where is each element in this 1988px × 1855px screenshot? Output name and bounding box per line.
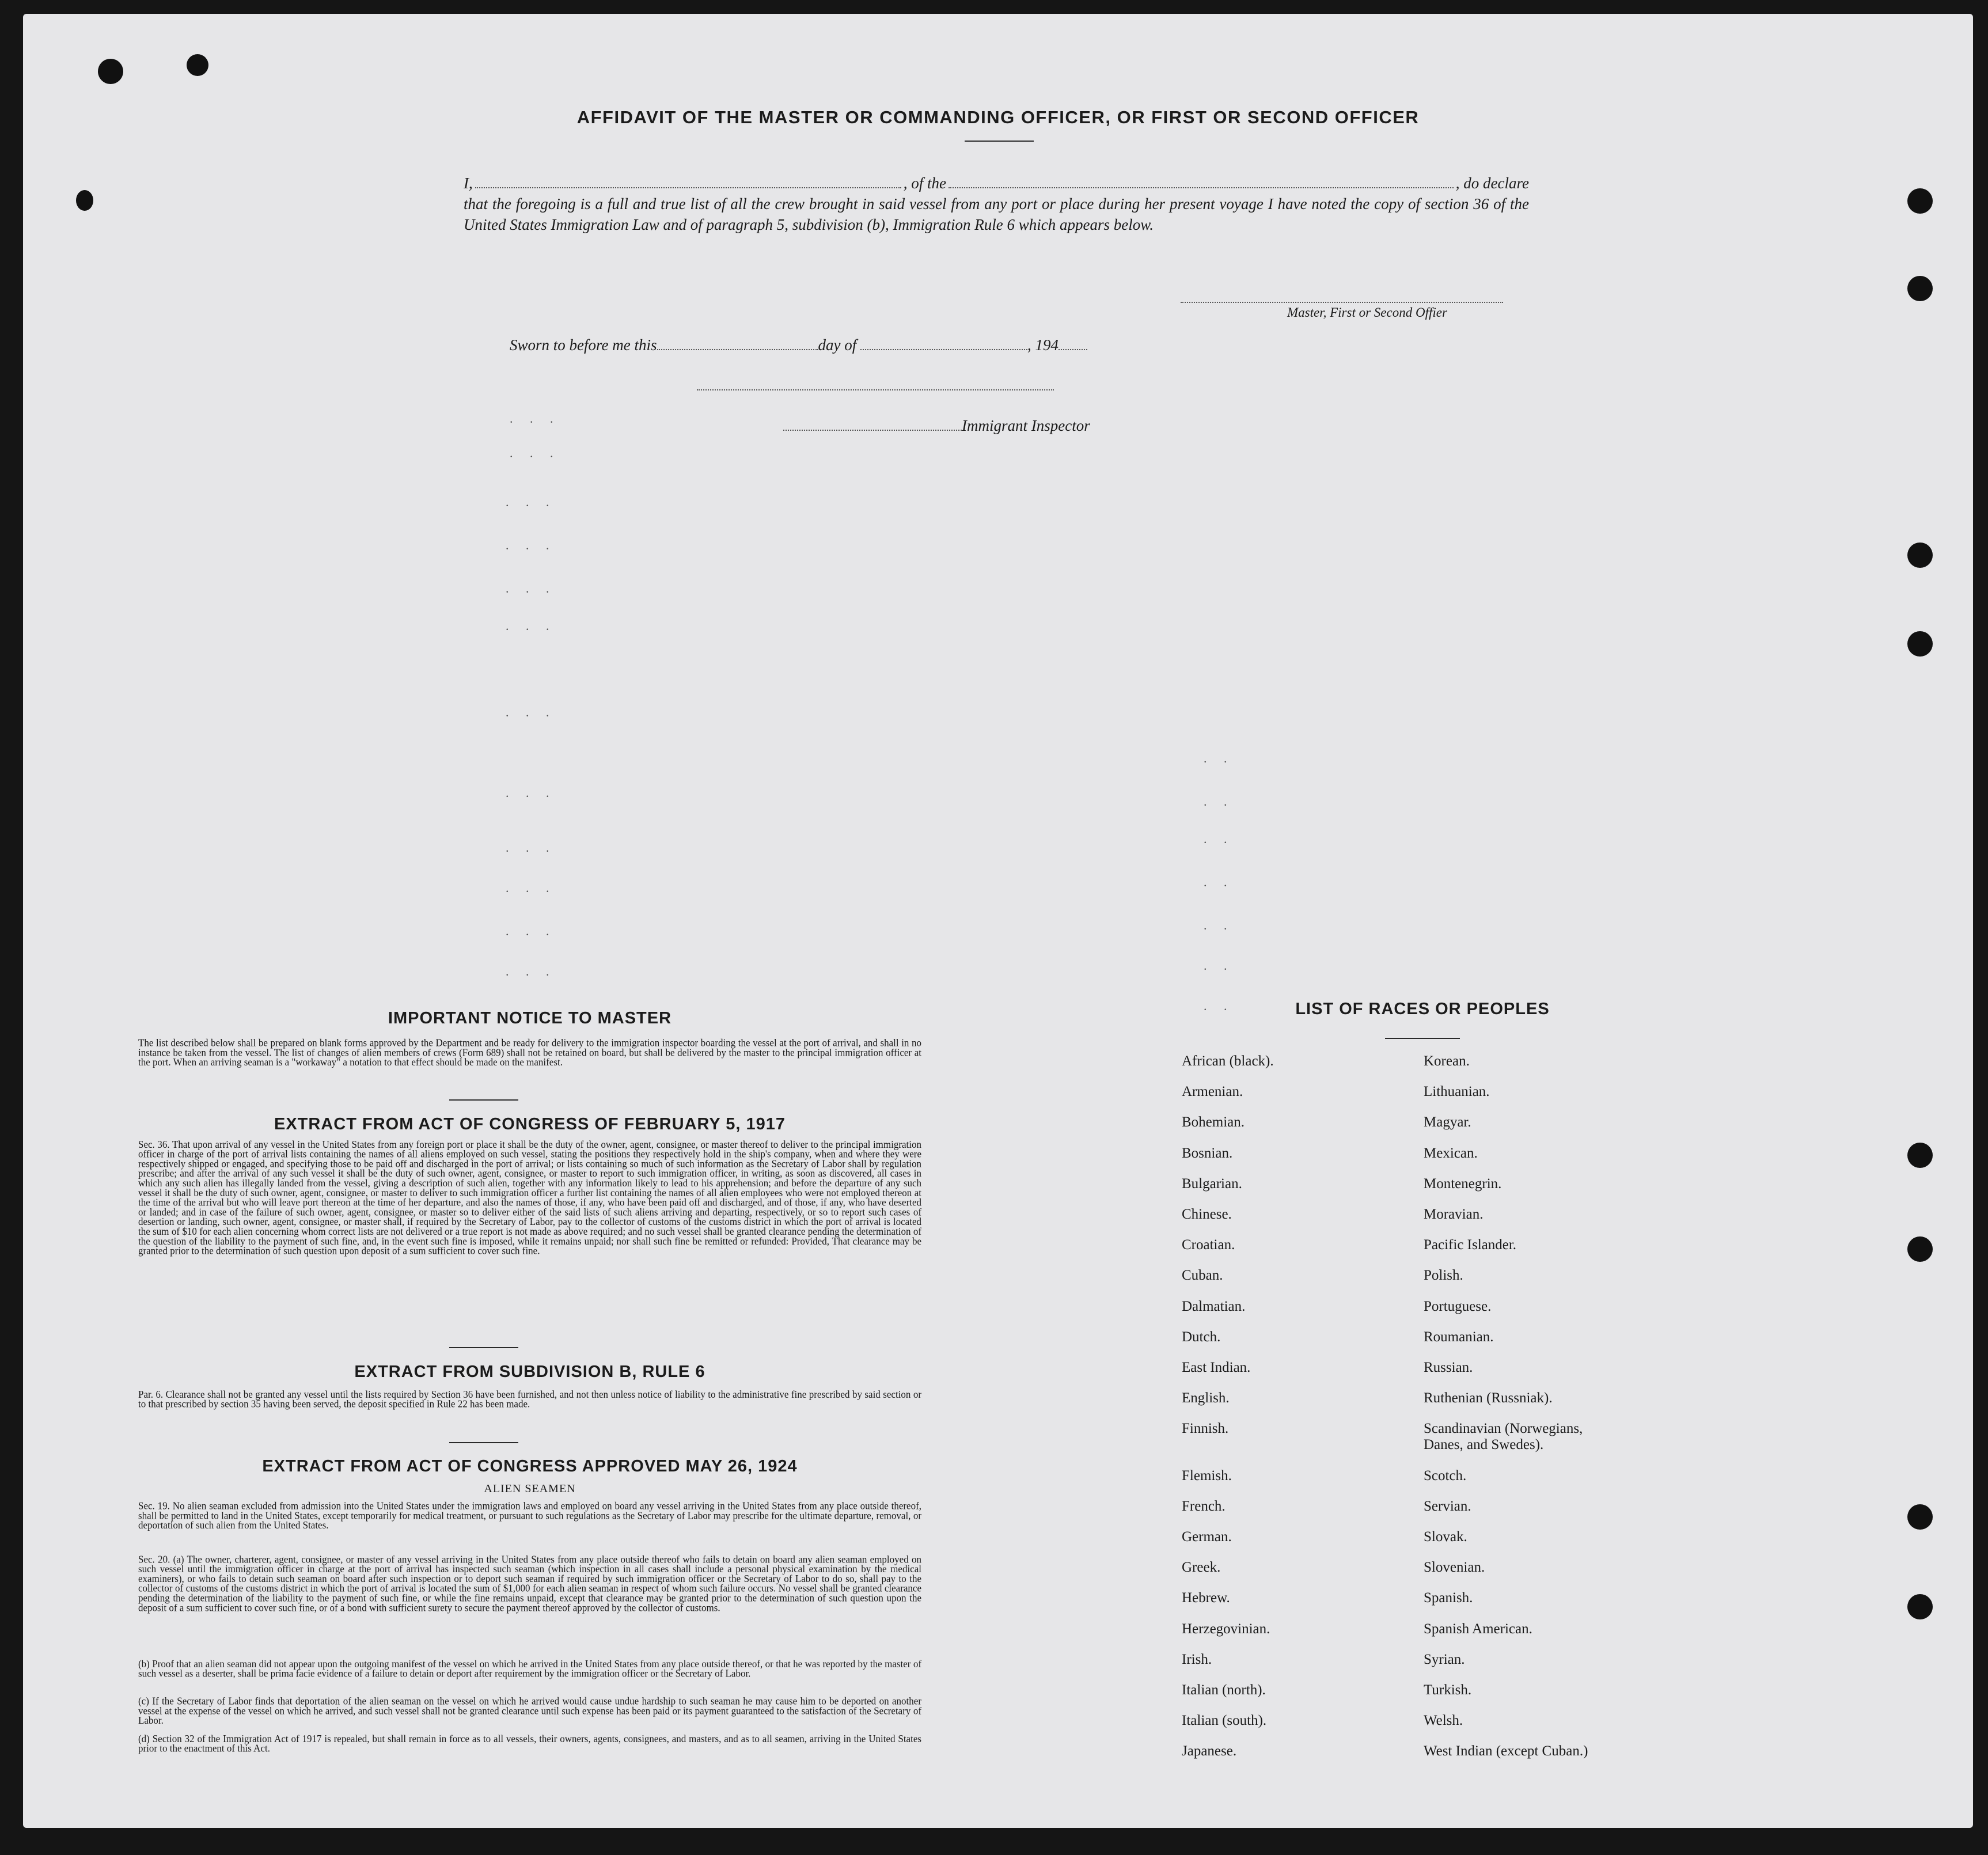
punch-hole <box>1907 188 1933 214</box>
document-page <box>23 14 1973 1828</box>
scan-mark: . . . <box>506 964 556 978</box>
race-item: Cuban. <box>1182 1268 1223 1284</box>
scan-mark: . . . <box>506 924 556 938</box>
race-item: Syrian. <box>1424 1651 1465 1667</box>
scan-mark: . . . <box>506 786 556 800</box>
races-heading: LIST OF RACES OR PEOPLES <box>1295 1000 1550 1018</box>
punch-hole <box>76 190 93 211</box>
scan-mark: . . . <box>510 446 560 460</box>
punch-hole <box>1907 276 1933 301</box>
race-item: Roumanian. <box>1424 1329 1494 1345</box>
inspector-label: Immigrant Inspector <box>962 417 1090 434</box>
race-item: Greek. <box>1182 1560 1221 1576</box>
race-item: English. <box>1182 1390 1230 1406</box>
race-item: Servian. <box>1424 1498 1471 1514</box>
declaration-of-the: , of the <box>903 175 946 192</box>
race-item: African (black). <box>1182 1053 1274 1069</box>
race-item: Magyar. <box>1424 1114 1471 1131</box>
race-item: Pacific Islander. <box>1424 1237 1517 1253</box>
race-item: Italian (north). <box>1182 1682 1266 1698</box>
punch-hole <box>1907 543 1933 568</box>
race-item: Turkish. <box>1424 1682 1472 1698</box>
sworn-line <box>510 336 1087 354</box>
scan-mark: . . . <box>506 705 556 719</box>
inspector-line <box>783 417 1090 435</box>
scan-mark: . . . <box>506 881 556 895</box>
sworn-prefix: Sworn to before me this <box>510 336 657 354</box>
alien-seamen-subheading: ALIEN SEAMEN <box>484 1482 576 1495</box>
extract-1924-sec19: Sec. 19. No alien seaman excluded from admission into the United States under the immigration laws and employed on board any vessel arriving in the United States from any place outside thereof, shall be permitted to land in the United States, except temporarily for medical treatment, or pursuant to such regulations as the Secretary of Labor may prescribe for the ultimate departure, removal, or deportation of such alien from the United States. <box>138 1500 921 1531</box>
race-item: Armenian. <box>1182 1084 1243 1100</box>
scan-mark: . . <box>1204 875 1234 889</box>
race-item: East Indian. <box>1182 1360 1251 1375</box>
punch-hole <box>1907 631 1933 657</box>
scan-mark: . . <box>1204 958 1234 973</box>
race-item: Flemish. <box>1182 1467 1232 1484</box>
races-rule <box>1385 1038 1460 1039</box>
rule6-heading: EXTRACT FROM SUBDIVISION B, RULE 6 <box>354 1363 705 1381</box>
extract-1924-heading: EXTRACT FROM ACT OF CONGRESS APPROVED MAY 26, 1924 <box>262 1457 798 1475</box>
race-item: Dalmatian. <box>1182 1298 1246 1314</box>
race-item: German. <box>1182 1529 1232 1545</box>
race-item: Dutch. <box>1182 1329 1221 1345</box>
race-item: Scotch. <box>1424 1467 1467 1484</box>
race-item: Bulgarian. <box>1182 1175 1242 1192</box>
race-item: Slovenian. <box>1424 1560 1485 1576</box>
race-item: Croatian. <box>1182 1237 1235 1253</box>
race-item: Portuguese. <box>1424 1298 1492 1314</box>
race-item: Ruthenian (Russniak). <box>1424 1390 1553 1406</box>
scan-mark: . . . <box>506 581 556 595</box>
punch-hole <box>1907 1143 1933 1168</box>
declaration-first-line <box>464 173 1529 194</box>
punch-hole <box>98 59 123 84</box>
vessel-field[interactable] <box>949 187 1454 188</box>
sworn-year: , 194 <box>1027 336 1059 354</box>
title-rule <box>965 141 1034 142</box>
sworn-date-field[interactable] <box>657 349 818 350</box>
sworn-month-field[interactable] <box>860 349 1027 350</box>
race-item: Bosnian. <box>1182 1145 1233 1161</box>
race-item: French. <box>1182 1498 1226 1514</box>
race-item: Korean. <box>1424 1053 1470 1069</box>
race-item: Russian. <box>1424 1360 1473 1375</box>
signature-line[interactable] <box>1181 302 1503 303</box>
sworn-day-of: day of <box>818 336 857 354</box>
scan-mark: . . . <box>510 411 560 426</box>
extract-1924-sec20c: (c) If the Secretary of Labor finds that deportation of the alien seaman on the vessel on which he arrived would cause undue hardship to such seaman he may cause him to be deported on another vessel at the expense of the vessel on which he arrived, and such vessel shall not be granted clearance until such expense has been paid or its payment guaranteed to the satisfaction of the Secretary of Labor. <box>138 1695 921 1727</box>
signature-label: Master, First or Second Offier <box>1287 305 1447 320</box>
race-item: Scandinavian (Norwegians, Danes, and Swedes). <box>1424 1421 1583 1453</box>
declaration-i: I, <box>464 175 473 192</box>
race-item: Herzegovinian. <box>1182 1621 1270 1637</box>
scan-mark: . . <box>1204 832 1234 846</box>
race-item: Finnish. <box>1182 1421 1229 1437</box>
scan-mark: . . . <box>506 840 556 855</box>
race-item: Bohemian. <box>1182 1114 1245 1131</box>
race-item: Japanese. <box>1182 1743 1237 1759</box>
race-item: Polish. <box>1424 1268 1463 1284</box>
section-rule <box>449 1442 518 1443</box>
race-item: Slovak. <box>1424 1529 1467 1545</box>
race-item: Hebrew. <box>1182 1590 1230 1606</box>
race-item: Chinese. <box>1182 1207 1232 1222</box>
scan-mark: . . <box>1204 918 1234 932</box>
extract-1924-sec20d: (d) Section 32 of the Immigration Act of 1917 is repealed, but shall remain in force as to all vessels, their owners, agents, consignees, and masters, and as to all seamen, arriving in the United States prior to the enactment of this Act. <box>138 1733 921 1754</box>
scan-mark: . . <box>1204 999 1234 1013</box>
race-item: Spanish. <box>1424 1590 1473 1606</box>
sworn-year-field[interactable] <box>1059 349 1087 350</box>
affidavit-title: AFFIDAVIT OF THE MASTER OR COMMANDING OFFICER, OR FIRST OR SECOND OFFICER <box>576 107 1420 127</box>
notice-heading: IMPORTANT NOTICE TO MASTER <box>388 1009 672 1027</box>
extract-1924-sec20a: Sec. 20. (a) The owner, charterer, agent, consignee, or master of any vessel arriving in the United States from any place outside thereof who fails to detain on board any alien seaman employed on such vessel until the immigration officer in charge at the port of arrival has inspected such seaman (which inspection in all cases shall include a personal physical examination by the medical examiners), or who fails to detain such seaman on board after such inspection or to deport such seaman if required by such immigration officer or the Secretary of Labor to do so, shall pay to the collector of customs of the customs district in which the port of arrival is located the sum of $1,000 for each alien seaman in respect of whom such failure occurs. No vessel shall be granted clearance pending the determination of the liability to the payment of such fine, or while the fine remains unpaid, except that clearance may be granted prior to the determination of such question upon the deposit of a sum sufficient to cover such fine, or of a bond with sufficient surety to secure the payment thereof approved by the collector of customs. <box>138 1553 921 1614</box>
inspector-top-line[interactable] <box>697 389 1054 390</box>
declaration-body: that the foregoing is a full and true list of all the crew brought in said vessel from any port or place during her present voyage I have noted the copy of section 36 of the United States Immigration Law and of paragraph 5, subdivision (b), Immigration Rule 6 which appears below. <box>464 195 1529 233</box>
extract-1917-text: Sec. 36. That upon arrival of any vessel in the United States from any foreign port or place it shall be the duty of the owner, agent, consignee, or master thereof to deliver to the principal immigration officer in charge of the port of arrival lists containing the names of all aliens employed on such vessel, stating the positions they respectively hold in the ship's company, when and where they were respectively shipped or engaged, and specifying those to be paid off and discharged in the port of arrival; or lists containing so much of such information as the Secretary of Labor shall by regulation prescribe; and after the arrival of any such vessel it shall be the duty of such owner, agent, consignee, or master to report to such immigration officer, in writing, as soon as discovered, all cases in which any such alien has illegally landed from the vessel, giving a description of such alien, together with any information likely to lead to his apprehension; and before the departure of any such vessel it shall be the duty of such owner, agent, consignee, or master to deliver to such immigration officer a further list containing the names of all alien employees who were not employed thereon at the time of the arrival but who will leave port thereon at the time of her departure, and also the names of those, if any, who have been paid off and discharged, and of those, if any, who have deserted or landed; and in case of the failure of such owner, agent, consignee, or master so to deliver either of the said lists of such aliens arriving and departing, respectively, or so to report such cases of desertion or landing, such owner, agent, consignee, or master shall, if required by the Secretary of Labor, pay to the collector of customs of the customs district in which the port of arrival is located the sum of $10 for each alien concerning whom correct lists are not delivered or a true report is not made as above required; and no such vessel shall be granted clearance pending the determination of the question of the liability to the payment of such fine, and, in the event such fine is imposed, while it remains unpaid; nor shall such fine be remitted or refunded: Provided, That clearance may be granted prior to the determination of such question upon deposit of a sum sufficient to cover such fine. <box>138 1139 921 1257</box>
inspector-field[interactable] <box>783 430 962 431</box>
extract-1917-heading: EXTRACT FROM ACT OF CONGRESS OF FEBRUARY 5, 1917 <box>274 1115 786 1133</box>
scan-mark: . . <box>1204 794 1234 809</box>
declaration-block <box>464 173 1529 235</box>
punch-hole <box>1907 1594 1933 1619</box>
punch-hole <box>1907 1236 1933 1262</box>
section-rule <box>449 1347 518 1348</box>
punch-hole <box>1907 1504 1933 1530</box>
scan-mark: . . . <box>506 619 556 633</box>
race-item: Montenegrin. <box>1424 1175 1502 1192</box>
scan-mark: . . . <box>506 495 556 509</box>
name-field[interactable] <box>475 187 901 188</box>
scan-mark: . . <box>1204 751 1234 765</box>
race-item: Italian (south). <box>1182 1713 1267 1729</box>
race-item: Welsh. <box>1424 1713 1463 1729</box>
race-item: Mexican. <box>1424 1145 1478 1161</box>
extract-1924-sec20b: (b) Proof that an alien seaman did not appear upon the outgoing manifest of the vessel on which he arrived in the United States from any place outside thereof, or that he was reported by the master of such vessel as a deserter, shall be prima facie evidence of a failure to detain or deport after requirement by the immigration officer or the Secretary of Labor. <box>138 1658 921 1679</box>
race-item: Moravian. <box>1424 1207 1484 1222</box>
scan-mark: . . . <box>506 538 556 552</box>
declaration-do-declare: , do declare <box>1455 175 1529 192</box>
race-item: West Indian (except Cuban.) <box>1424 1743 1588 1759</box>
race-item: Spanish American. <box>1424 1621 1532 1637</box>
race-item: Irish. <box>1182 1651 1212 1667</box>
section-rule <box>449 1099 518 1101</box>
rule6-text: Par. 6. Clearance shall not be granted any vessel until the lists required by Section 36 have been furnished, and not then unless notice of liability to the administrative fine prescribed by said section or to that prescribed by section 35 having been served, the deposit specified in Rule 22 has been made. <box>138 1389 921 1410</box>
race-item: Lithuanian. <box>1424 1084 1490 1100</box>
notice-text: The list described below shall be prepared on blank forms approved by the Department and be ready for delivery to the immigration inspector boarding the vessel at the port of arrival, and shall in no instance be taken from the vessel. The list of changes of alien members of crews (Form 689) shall not be retained on board, but shall be delivered by the master to the principal immigration officer at the port. When an arriving seaman is a "workaway" a notation to that effect should be made on the manifest. <box>138 1037 921 1068</box>
punch-hole <box>187 54 208 76</box>
